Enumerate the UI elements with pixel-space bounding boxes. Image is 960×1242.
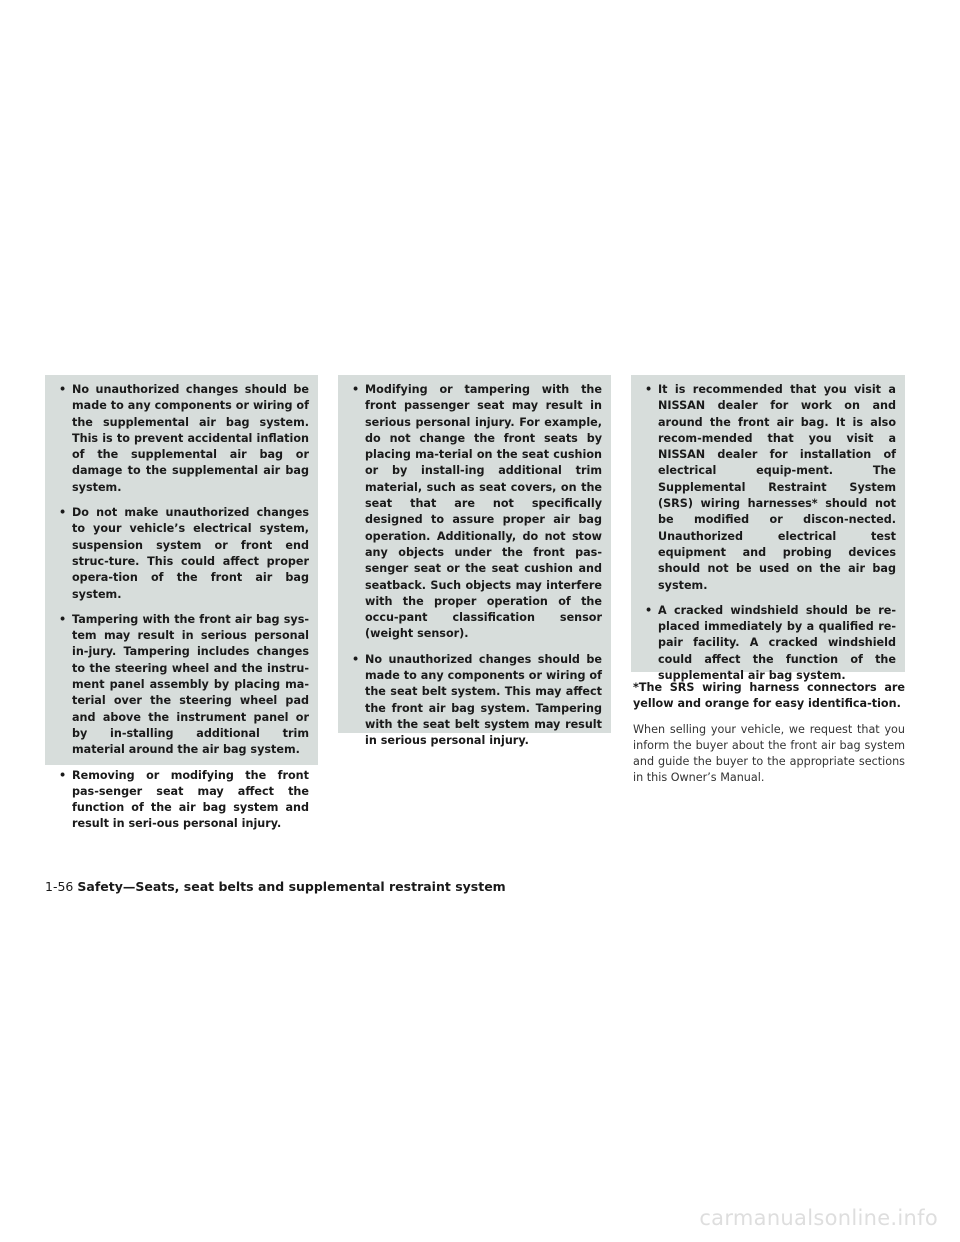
warning-item: • Removing or modifying the front pas-senger seat may affect the function of the air bag system and result in seri-ous personal injury. [57, 768, 309, 833]
warning-item: • Modifying or tampering with the front passenger seat may result in serious personal injury. For example, do not change the front seats by placing ma-terial on the seat cushion or by install-ing additional trim material, such as seat covers, on the seat that are not specifically designed to assure proper air bag operation. Additionally, do not stow any objects under the front pas-senger seat or the seat cushion and seatback. Such objects may interfere with the proper operation of the occu-pant classification sensor (weight sensor). [350, 382, 602, 643]
warning-item: • A cracked windshield should be re-placed immediately by a qualified re-pair facility. A cracked windshield could affect the function of the supplemental air bag system. [643, 603, 896, 684]
warning-list [350, 375, 602, 750]
warning-item: • No unauthorized changes should be made to any components or wiring of the seat belt system. This may affect the front air bag system. Tampering with the seat belt system may result in serious personal injury. [350, 652, 602, 750]
warning-box-column-3 [631, 375, 905, 683]
warning-list [57, 375, 309, 833]
warning-box-column-1 [45, 375, 318, 831]
right-column-text [633, 680, 905, 796]
section-title: Safety—Seats, seat belts and supplemental restraint system [77, 879, 506, 894]
warning-list [643, 375, 896, 684]
warning-item: • Do not make unauthorized changes to your vehicle’s electrical system, suspension system or front end struc-ture. This could affect proper opera-tion of the front air bag system. [57, 505, 309, 603]
body-paragraph: When selling your vehicle, we request that you inform the buyer about the front air bag system and guide the buyer to the appropriate sections in this Owner’s Manual. [633, 722, 905, 785]
warning-item: • Tampering with the front air bag sys-tem may result in serious personal in-jury. Tampering includes changes to the steering wheel and the instru-ment panel assembly by placing ma-terial over the steering wheel pad and above the instrument panel or by in-stalling additional trim material around the air bag system. [57, 612, 309, 759]
footnote: *The SRS wiring harness connectors are yellow and orange for easy identifica-tion. [633, 681, 905, 711]
warning-box-column-2 [338, 375, 611, 748]
warning-item: • No unauthorized changes should be made to any components or wiring of the supplemental air bag system. This is to prevent accidental inflation of the supplemental air bag or damage to the supplemental air bag system. [57, 382, 309, 496]
page-footer [45, 879, 506, 894]
warning-item: • It is recommended that you visit a NISSAN dealer for work on and around the front air bag. It is also recom-mended that you visit a NISSAN dealer for installation of electrical equip-ment. The Supplemental Restraint System (SRS) wiring harnesses* should not be modified or discon-nected. Unauthorized electrical test equipment and probing devices should not be used on the air bag system. [643, 382, 896, 594]
watermark: carmanualsonline.info [699, 1206, 938, 1230]
page-number: 1-56 [45, 879, 74, 894]
